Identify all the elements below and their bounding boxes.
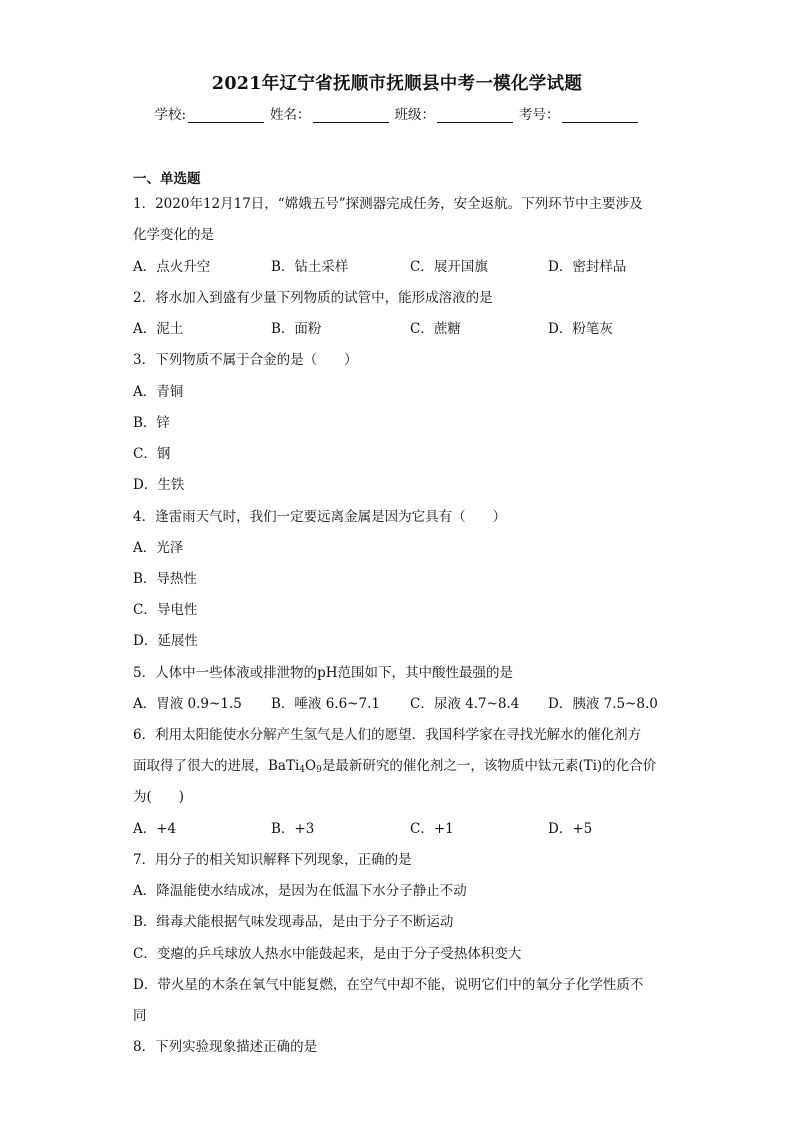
student-info-row: [0, 103, 794, 123]
q5-option-b: B．唾液 6.6~7.1: [271, 696, 380, 712]
q6-text-line1: 6．利用太阳能使水分解产生氢气是人们的愿望．我国科学家在寻找光解水的催化剂方: [133, 727, 642, 743]
name-blank[interactable]: [313, 108, 389, 123]
q4-option-c: C．导电性: [133, 602, 198, 618]
q6-option-c: C．+1: [410, 821, 454, 837]
q1-option-c: C．展开国旗: [410, 259, 488, 275]
q2-text: 2．将水加入到盛有少量下列物质的试管中，能形成溶液的是: [133, 290, 493, 306]
q5-option-c: C．尿液 4.7~8.4: [410, 696, 520, 712]
q1-text-line1: 1．2020年12月17日，“嫦娥五号”探测器完成任务，安全返航。下列环节中主要涉及: [133, 196, 643, 212]
class-label: 班级：: [394, 107, 436, 123]
q1-option-b: B．钻土采样: [271, 259, 349, 275]
q6-option-d: D．+5: [548, 821, 593, 837]
q4-option-a: A．光泽: [133, 540, 184, 556]
q4-option-d: D．延展性: [133, 633, 198, 649]
q6-subscript-ti: 4: [299, 765, 306, 775]
school-label: 学校:: [154, 107, 187, 123]
exam-number-field[interactable]: [519, 103, 638, 123]
q6-text-line3: 为( ): [133, 789, 185, 805]
q7-option-d: D．带火星的木条在氧气中能复燃，在空气中却不能，说明它们中的氧分子化学性质不: [133, 977, 644, 993]
q5-option-d: D．胰液 7.5~8.0: [548, 696, 658, 712]
q6-subscript-o: 9: [316, 765, 322, 775]
q2-option-d: D．粉笔灰: [548, 321, 613, 337]
q2-option-a: A．泥土: [133, 321, 184, 337]
q2-option-b: B．面粉: [271, 321, 322, 337]
q5-option-a: A．胃液 0.9~1.5: [133, 696, 242, 712]
q6-text-line2: [133, 754, 656, 775]
exam-number-label: 考号：: [519, 107, 560, 123]
page-title: 2021年辽宁省抚顺市抚顺县中考一模化学试题: [211, 74, 583, 94]
q5-text: 5．人体中一些体液或排泄物的pH范围如下，其中酸性最强的是: [133, 665, 514, 681]
class-blank[interactable]: [437, 108, 513, 123]
q7-option-d-continued: 同: [133, 1008, 147, 1024]
name-field[interactable]: [270, 103, 389, 123]
q3-option-d: D．生铁: [133, 477, 185, 493]
q6-option-b: B．+3: [271, 821, 315, 837]
q6-option-a: A．+4: [133, 821, 177, 837]
name-label: 姓名：: [270, 107, 311, 123]
q4-text: 4．逢雷雨天气时，我们一定要远离金属是因为它具有（ ）: [133, 509, 507, 525]
q2-option-c: C．蔗糖: [410, 321, 461, 337]
q1-text-line2: 化学变化的是: [133, 227, 214, 243]
school-field[interactable]: [154, 103, 264, 123]
q3-option-a: A．青铜: [133, 384, 184, 400]
section-heading: 一、单选题: [133, 171, 201, 187]
q1-option-d: D．密封样品: [548, 259, 627, 275]
q3-option-c: C．钢: [133, 446, 171, 462]
q7-text: 7．用分子的相关知识解释下列现象，正确的是: [133, 852, 412, 868]
class-field[interactable]: [395, 103, 514, 123]
q7-option-b: B．缉毒犬能根据气味发现毒品，是由于分子不断运动: [133, 914, 454, 930]
q6-line2-post: 是最新研究的催化剂之一，该物质中钛元素(Ti)的化合价: [321, 758, 657, 774]
q3-option-b: B．锌: [133, 415, 170, 431]
q6-line2-pre: 面取得了很大的进展，BaTi: [133, 758, 300, 774]
school-blank[interactable]: [188, 108, 264, 123]
q3-text: 3．下列物质不属于合金的是（ ）: [133, 352, 358, 368]
q6-line2-mid: O: [305, 758, 317, 774]
q4-option-b: B．导热性: [133, 571, 197, 587]
exam-number-blank[interactable]: [562, 108, 638, 123]
q7-option-a: A．降温能使水结成冰，是因为在低温下水分子静止不动: [133, 883, 467, 899]
q7-option-c: C．变瘪的乒乓球放人热水中能鼓起来，是由于分子受热体积变大: [133, 946, 522, 962]
q8-text: 8．下列实验现象描述正确的是: [133, 1039, 318, 1055]
q1-option-a: A．点火升空: [133, 259, 211, 275]
